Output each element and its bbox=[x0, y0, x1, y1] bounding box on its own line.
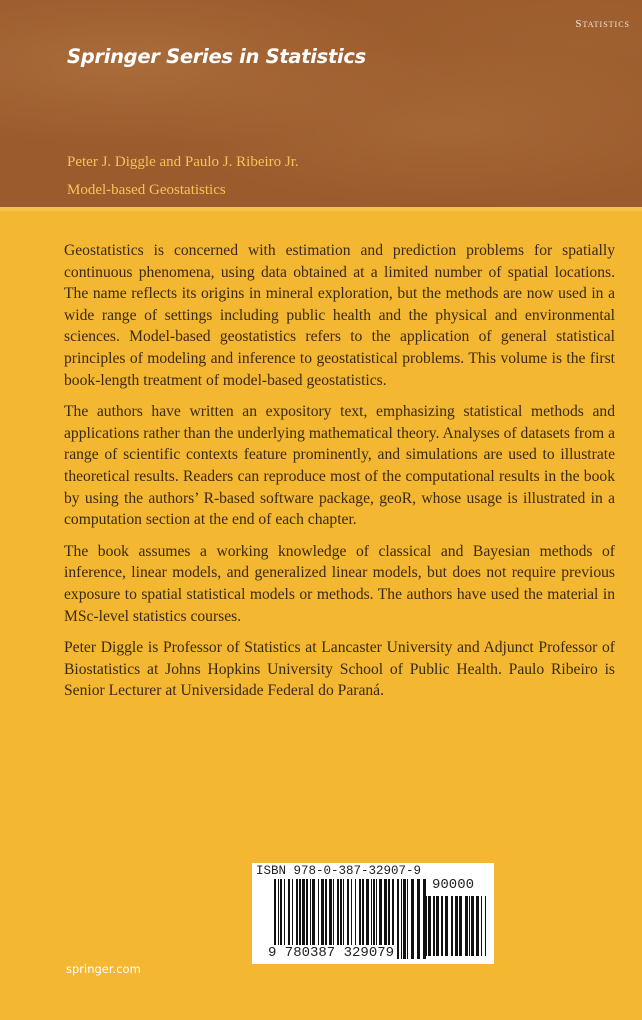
barcode-bar bbox=[451, 896, 453, 956]
barcode-bar bbox=[455, 896, 458, 956]
description-paragraph: The authors have written an expository text, emphasizing statistical methods and applications rather than the underlying mathematical theory. Analyses of datasets from a range of scientific contexts feature prominently, and simulations are used to illustrate theoretical results. Readers can reproduce most of the computational results in the book by using the authors’ R-based software package, geoR, whose usage is illustrated in a computation section at the end of each chapter. bbox=[64, 403, 615, 529]
book-title: Model-based Geostatistics bbox=[67, 182, 226, 198]
barcode-bar bbox=[476, 896, 479, 956]
barcode-bar bbox=[428, 896, 431, 956]
series-title: Springer Series in Statistics bbox=[67, 45, 366, 68]
isbn-barcode bbox=[252, 863, 494, 964]
description-paragraph: Geostatistics is concerned with estimation and prediction problems for spatially continuous phenomena, using data obtained at a limited number of spatial locations. The name reflects its origins in mineral exploration, but the methods are now used in a wide range of settings including public health and the physical and environmental sciences. Model-based geostatistics refers to the application of general statistical principles of modeling and inference to geostatistical problems. This volume is the first book-length treatment of model-based geostatistics. bbox=[64, 242, 615, 389]
barcode-bar bbox=[481, 896, 482, 956]
barcode-bar bbox=[465, 896, 468, 956]
barcode-bar bbox=[441, 896, 443, 956]
barcode-bar bbox=[459, 896, 462, 956]
publisher-url[interactable]: springer.com bbox=[66, 962, 141, 976]
isbn-text: ISBN 978-0-387-32907-9 bbox=[256, 864, 422, 878]
barcode-bar bbox=[426, 896, 427, 956]
barcode-bar bbox=[471, 896, 474, 956]
barcode-bar bbox=[485, 896, 486, 956]
book-description bbox=[64, 240, 615, 712]
barcode-bar bbox=[407, 879, 408, 959]
cover-header-band bbox=[0, 0, 642, 211]
description-paragraph: The book assumes a working knowledge of classical and Bayesian methods of inference, linear models, and generalized linear models, but does not require previous exposure to spatial statistical models or methods. The authors have used the material in MSc-level statistics courses. bbox=[64, 542, 615, 625]
barcode-bar bbox=[436, 896, 439, 956]
barcode-bar bbox=[401, 879, 402, 959]
barcode-bar bbox=[433, 896, 435, 956]
barcode-bar bbox=[403, 879, 406, 959]
price-barcode-bars bbox=[426, 896, 488, 956]
barcode-bar bbox=[417, 879, 420, 959]
barcode-bar bbox=[445, 896, 448, 956]
category-label: Statistics bbox=[575, 18, 630, 30]
price-code: 90000 bbox=[432, 877, 475, 893]
barcode-bar bbox=[397, 879, 399, 959]
barcode-bar bbox=[411, 879, 414, 959]
author-bio: Peter Diggle is Professor of Statistics at Lancaster University and Adjunct Professor of Biostatistics at Johns Hopkins University School of Public Health. Paulo Ribeiro is Senior Lecturer at Universidade Federal do Paraná. bbox=[64, 639, 615, 700]
barcode-digits: 9 780387 329079 bbox=[268, 945, 395, 961]
book-authors: Peter J. Diggle and Paulo J. Ribeiro Jr. bbox=[67, 154, 299, 170]
barcode-bar bbox=[469, 896, 470, 956]
